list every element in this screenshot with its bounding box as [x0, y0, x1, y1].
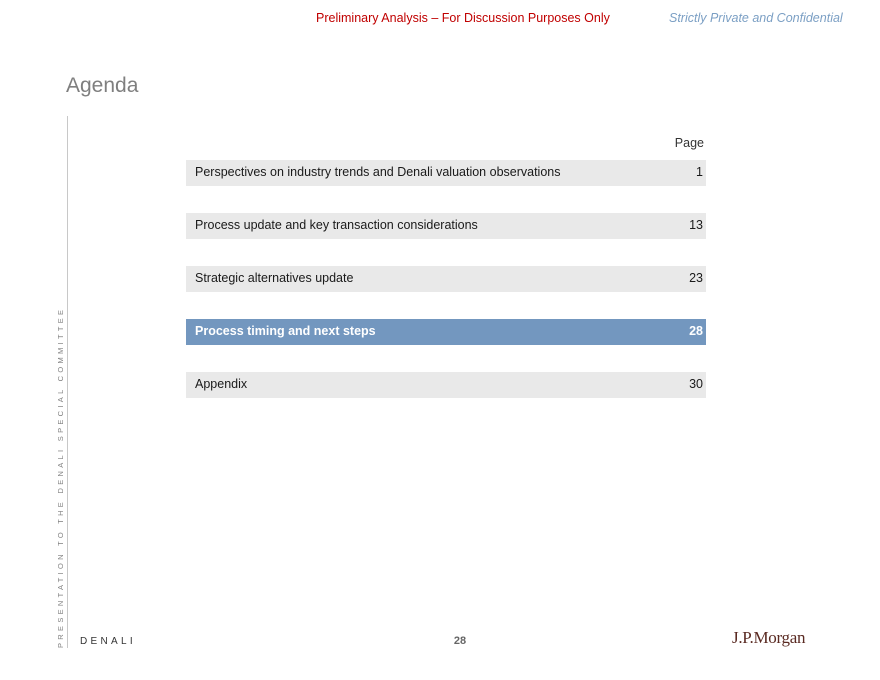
vertical-divider [67, 116, 68, 648]
confidentiality-notice: Strictly Private and Confidential [669, 11, 843, 25]
agenda-item-label: Perspectives on industry trends and Denali valuation observations [195, 165, 561, 179]
agenda-item-label: Strategic alternatives update [195, 271, 354, 285]
agenda-item-current [186, 319, 706, 345]
agenda-item-page: 1 [696, 165, 703, 179]
footer-project-name: DENALI [80, 636, 136, 647]
page-column-header: Page [674, 136, 704, 150]
agenda-item [186, 372, 706, 398]
page-title: Agenda [66, 74, 139, 97]
preliminary-notice: Preliminary Analysis – For Discussion Purposes Only [316, 11, 610, 25]
agenda-item-label: Process timing and next steps [195, 324, 376, 338]
agenda-item [186, 266, 706, 292]
sidebar-caption: PRESENTATION TO THE DENALI SPECIAL COMMITTEE [56, 306, 65, 648]
agenda-item [186, 160, 706, 186]
agenda-item-label: Appendix [195, 377, 248, 391]
agenda-item-page: 30 [689, 377, 703, 391]
page-number: 28 [453, 635, 467, 647]
agenda-item [186, 213, 706, 239]
agenda-item-page: 13 [689, 218, 703, 232]
agenda-item-page: 23 [689, 271, 703, 285]
jpmorgan-logo: J.P.Morgan [732, 628, 806, 647]
agenda-item-label: Process update and key transaction considerations [195, 218, 478, 232]
agenda-item-page: 28 [689, 324, 703, 338]
